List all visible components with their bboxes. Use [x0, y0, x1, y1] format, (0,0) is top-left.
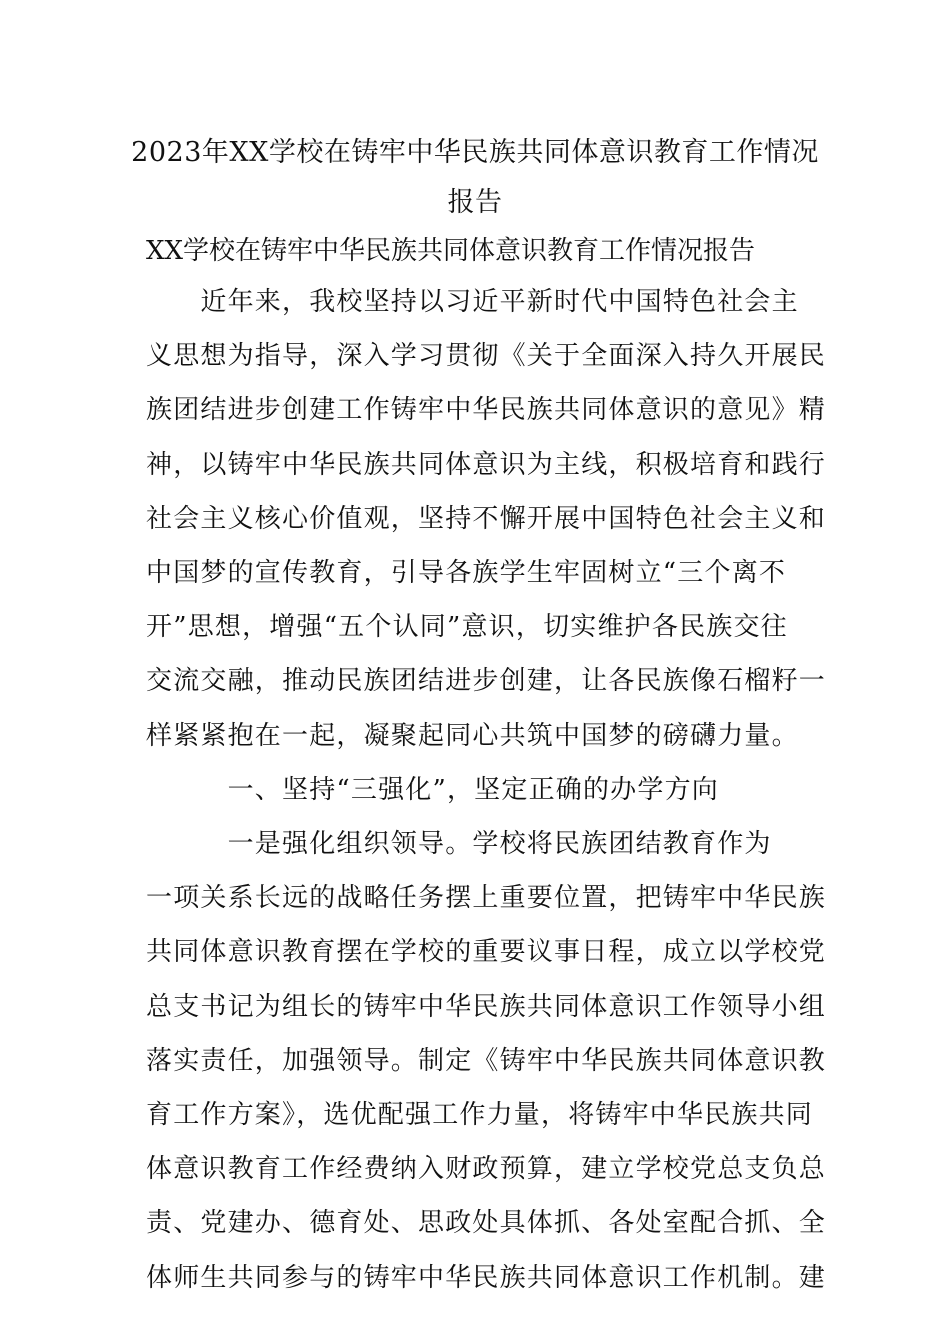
body-line: 体意识教育工作经费纳入财政预算，建立学校党总支负总	[146, 1154, 827, 1185]
body-line: 一、坚持“三强化”，坚定正确的办学方向	[146, 774, 719, 805]
body-line: 社会主义核心价值观，坚持不懈开展中国特色社会主义和	[146, 503, 827, 534]
body-line: 样紧紧抱在一起，凝聚起同心共筑中国梦的磅礴力量。	[146, 720, 799, 751]
body-line: 一是强化组织领导。学校将民族团结教育作为	[146, 829, 772, 859]
body-line: 育工作方案》，选优配强工作力量，将铸牢中华民族共同	[146, 1100, 814, 1130]
body-line: 开”思想，增强“五个认同”意识，切实维护各民族交往	[146, 612, 788, 643]
title-line-1: 2023年XX学校在铸牢中华民族共同体意识教育工作情况	[131, 137, 819, 168]
body-line: 总支书记为组长的铸牢中华民族共同体意识工作领导小组	[146, 991, 827, 1022]
body-line: 共同体意识教育摆在学校的重要议事日程，成立以学校党	[146, 937, 827, 968]
document-subtitle: XX学校在铸牢中华民族共同体意识教育工作情况报告	[146, 236, 756, 266]
body-line: 落实责任，加强领导。制定《铸牢中华民族共同体意识教	[146, 1045, 827, 1076]
document-title	[130, 130, 820, 226]
body-line: 族团结进步创建工作铸牢中华民族共同体意识的意见》精	[146, 395, 827, 426]
body-line: 义思想为指导，深入学习贯彻《关于全面深入持久开展民	[146, 341, 827, 372]
title-line-2: 报告	[447, 187, 503, 218]
body-line: 体师生共同参与的铸牢中华民族共同体意识工作机制。建	[146, 1262, 827, 1293]
body-line: 交流交融，推动民族团结进步创建，让各民族像石榴籽一	[146, 666, 827, 697]
body-line: 近年来，我校坚持以习近平新时代中国特色社会主	[146, 287, 799, 317]
body-line: 责、党建办、德育处、思政处具体抓、各处室配合抓、全	[146, 1208, 827, 1239]
body-line: 神，以铸牢中华民族共同体意识为主线，积极培育和践行	[146, 449, 827, 480]
body-line: 一项关系长远的战略任务摆上重要位置，把铸牢中华民族	[146, 883, 827, 914]
body-line: 中国梦的宣传教育，引导各族学生牢固树立“三个离不	[146, 558, 787, 588]
